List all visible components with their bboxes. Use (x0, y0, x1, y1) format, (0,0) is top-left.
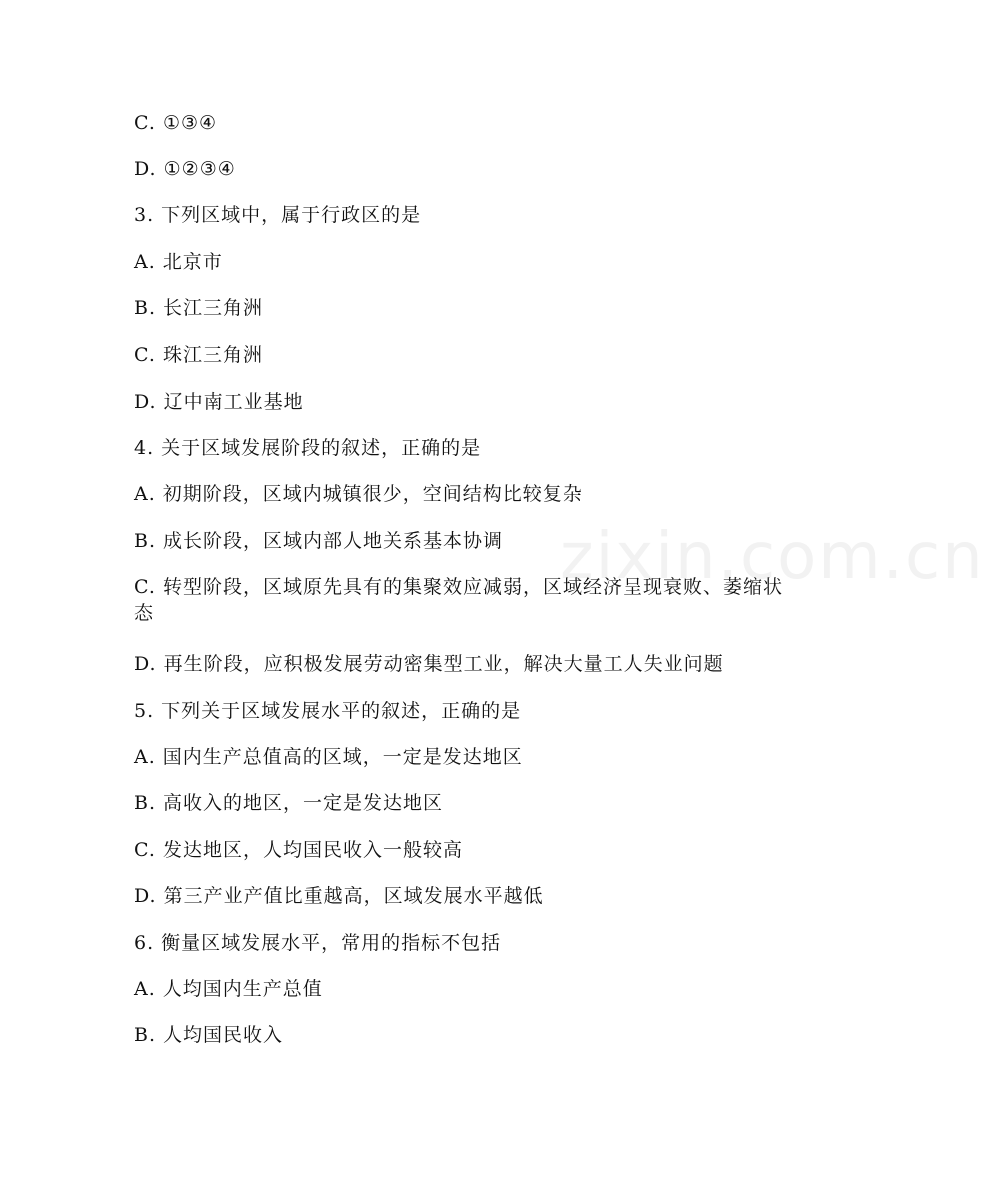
option-a-q4: A. 初期阶段，区域内城镇很少，空间结构比较复杂 (134, 483, 583, 505)
option-b-q4: B. 成长阶段，区域内部人地关系基本协调 (134, 530, 504, 552)
option-d-q5: D. 第三产业产值比重越高，区域发展水平越低 (134, 885, 544, 907)
option-a-q3: A. 北京市 (134, 251, 223, 273)
option-c-q5: C. 发达地区，人均国民收入一般较高 (134, 839, 463, 861)
option-a-q5: A. 国内生产总值高的区域，一定是发达地区 (134, 746, 523, 768)
option-d-q2: D. ①②③④ (134, 158, 236, 180)
question-5: 5. 下列关于区域发展水平的叙述，正确的是 (134, 700, 522, 722)
option-b-q3: B. 长江三角洲 (134, 297, 264, 319)
question-3: 3. 下列区域中，属于行政区的是 (134, 204, 422, 226)
option-a-q6: A. 人均国内生产总值 (134, 978, 323, 1000)
option-c-q2: C. ①③④ (134, 112, 218, 134)
option-b-q5: B. 高收入的地区，一定是发达地区 (134, 792, 444, 814)
question-4: 4. 关于区域发展阶段的叙述，正确的是 (134, 437, 482, 459)
watermark: zixin.com.cn (560, 520, 985, 594)
option-d-q4: D. 再生阶段，应积极发展劳动密集型工业，解决大量工人失业问题 (134, 653, 724, 675)
option-d-q3: D. 辽中南工业基地 (134, 391, 304, 413)
option-c-q3: C. 珠江三角洲 (134, 344, 263, 366)
option-c-q4: C. 转型阶段，区域原先具有的集聚效应减弱，区域经济呈现衰败、萎缩状态 (134, 576, 783, 624)
option-b-q6: B. 人均国民收入 (134, 1024, 284, 1046)
question-6: 6. 衡量区域发展水平，常用的指标不包括 (134, 932, 502, 954)
